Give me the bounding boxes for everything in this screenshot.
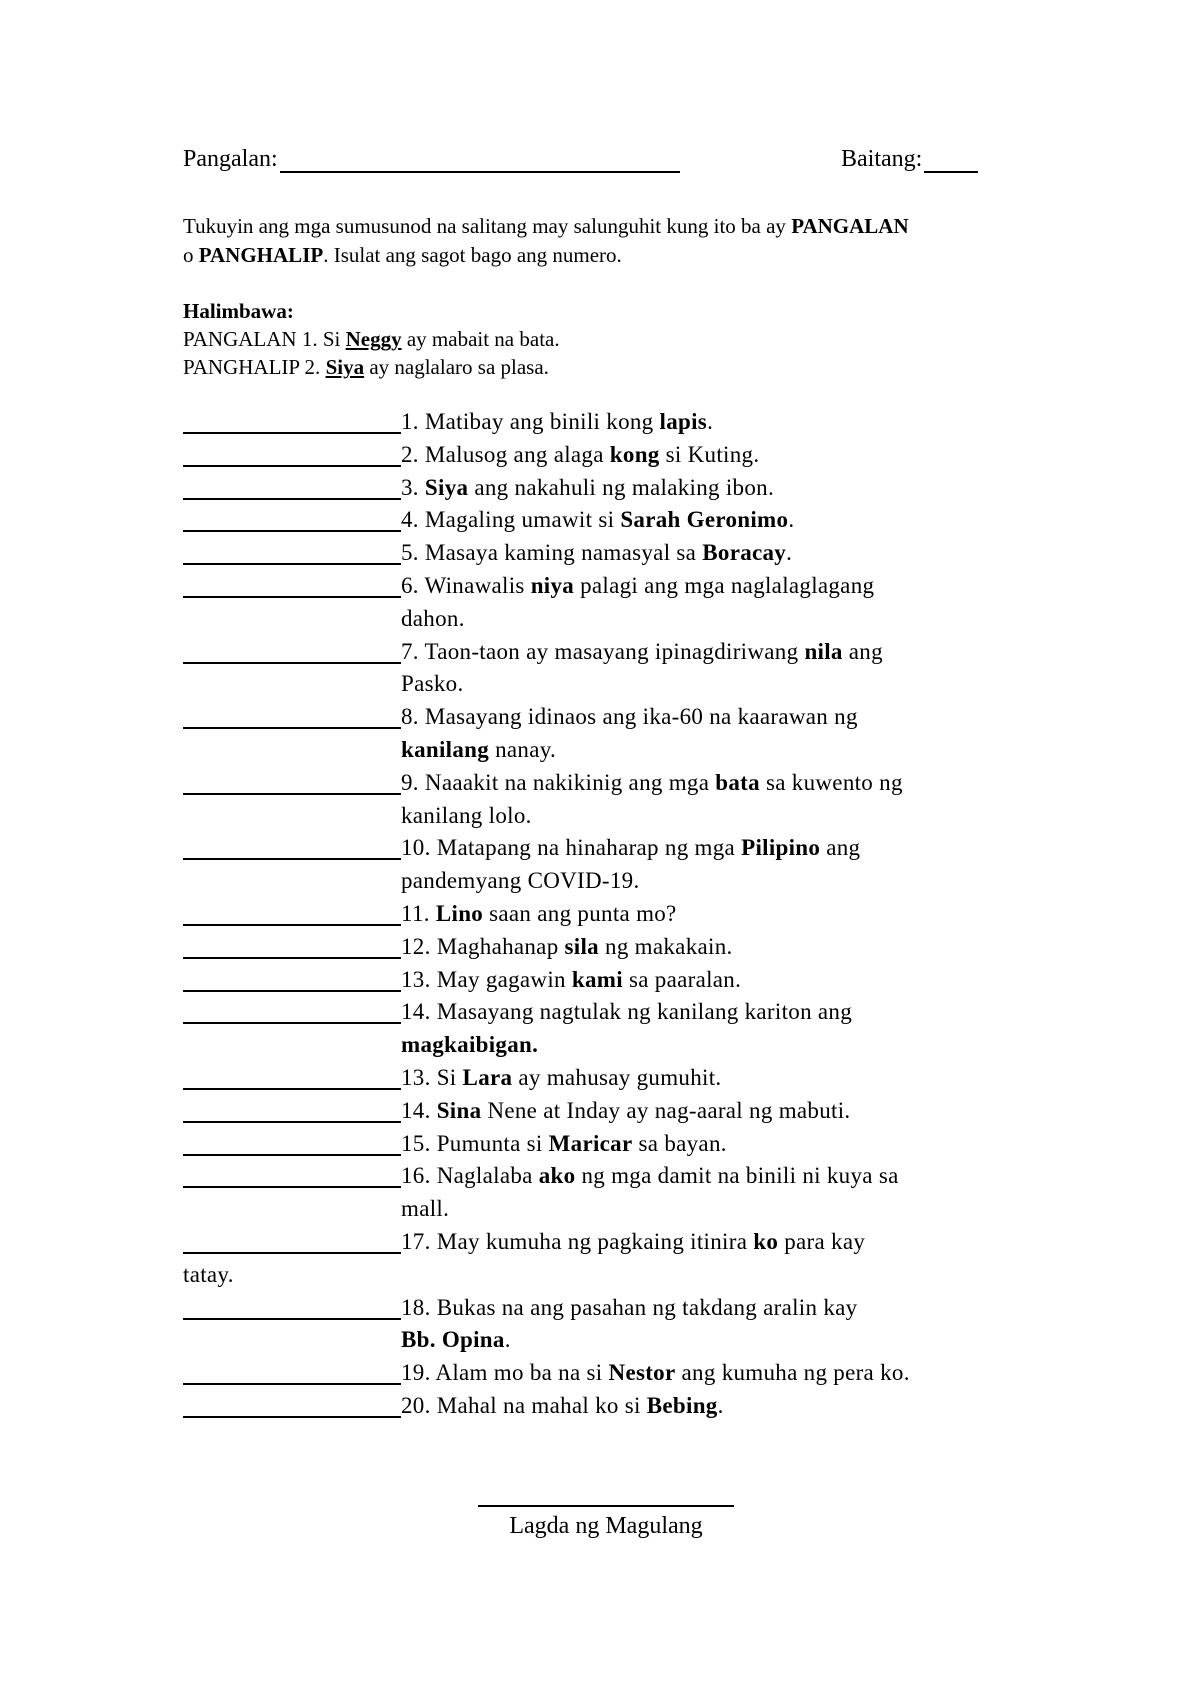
question-text-part: . — [504, 1327, 511, 1353]
instructions-bold-pangalan: PANGALAN — [791, 214, 909, 238]
grade-field — [841, 146, 978, 173]
question-text — [401, 1390, 1033, 1423]
answer-blank[interactable] — [183, 964, 401, 992]
question-number: 16. — [401, 1163, 431, 1189]
question-text-part: si Kuting. — [659, 441, 760, 467]
question-continuation — [183, 1324, 1033, 1357]
question-text-part: tatay. — [183, 1261, 234, 1287]
answer-blank[interactable] — [183, 1160, 401, 1188]
question-text-part: palagi ang mga naglalaglagang — [574, 572, 875, 598]
question-item — [183, 1128, 1033, 1161]
question-text-part: Matibay ang binili kong — [418, 409, 660, 434]
example-block — [183, 297, 1033, 381]
question-text-part: Masayang nagtulak ng kanilang kariton ang — [430, 999, 853, 1025]
question-item — [183, 406, 1033, 439]
question-number: 4. — [401, 507, 419, 533]
answer-blank[interactable] — [183, 1095, 401, 1123]
question-text — [401, 1095, 1033, 1128]
question-text — [401, 439, 1033, 472]
question-continuation — [183, 1259, 1033, 1292]
question-text-part: ay mahusay gumuhit. — [512, 1064, 722, 1090]
example-underlined-word: Neggy — [345, 327, 402, 351]
question-keyword: kong — [609, 441, 660, 467]
question-text-part: mall. — [401, 1196, 450, 1222]
example-heading: Halimbawa: — [183, 299, 294, 323]
answer-blank[interactable] — [183, 636, 401, 664]
question-continuation — [183, 800, 1033, 833]
question-text — [401, 701, 1033, 734]
answer-blank[interactable] — [183, 832, 401, 860]
question-item — [183, 1160, 1033, 1193]
question-text-part: sa bayan. — [632, 1130, 727, 1156]
instructions-text-2: o — [183, 243, 199, 267]
question-text-part: sa paaralan. — [622, 966, 742, 992]
answer-blank[interactable] — [183, 1390, 401, 1418]
answer-blank[interactable] — [183, 1128, 401, 1156]
question-number: 7. — [401, 638, 419, 664]
question-item — [183, 964, 1033, 997]
question-number: 13. — [401, 966, 431, 992]
question-item — [183, 832, 1033, 865]
question-text-part: ang — [842, 638, 883, 664]
question-text-part: May kumuha ng pagkaing itinira — [430, 1228, 754, 1254]
question-item — [183, 1390, 1033, 1423]
question-keyword: ko — [753, 1228, 779, 1254]
question-continuation — [183, 1193, 1033, 1226]
question-number: 20. — [401, 1392, 431, 1418]
question-item — [183, 701, 1033, 734]
question-number: 11. — [401, 900, 430, 926]
question-keyword: Sina — [436, 1097, 482, 1123]
question-keyword: Lara — [462, 1064, 513, 1090]
answer-blank[interactable] — [183, 406, 401, 434]
question-number: 19. — [401, 1360, 431, 1386]
question-number: 2. — [401, 441, 419, 467]
example-text: ay naglalaro sa plasa. — [364, 355, 549, 379]
answer-blank[interactable] — [183, 504, 401, 532]
question-keyword: niya — [530, 572, 575, 598]
header-row — [183, 146, 993, 186]
question-text-part: ang — [820, 835, 861, 861]
question-text — [401, 1292, 1033, 1325]
question-number: 12. — [401, 933, 431, 959]
question-number: 17. — [401, 1228, 431, 1254]
question-number: 1. — [401, 409, 419, 434]
question-keyword: ako — [538, 1163, 576, 1189]
question-item — [183, 898, 1033, 931]
question-text-part: . — [786, 540, 793, 566]
question-text — [401, 1128, 1033, 1161]
question-number: 13. — [401, 1064, 431, 1090]
answer-blank[interactable] — [183, 1062, 401, 1090]
question-list — [183, 406, 1033, 1423]
question-keyword: Nestor — [608, 1360, 676, 1386]
question-item — [183, 504, 1033, 537]
question-text-part: dahon. — [401, 605, 465, 631]
question-item — [183, 767, 1033, 800]
question-continuation — [183, 603, 1033, 636]
question-text — [401, 472, 1033, 505]
instructions-bold-panghalip: PANGHALIP — [198, 243, 324, 267]
question-text-part: Taon-taon ay masayang ipinagdiriwang — [418, 638, 805, 664]
example-text: PANGHALIP 2. — [183, 355, 326, 379]
answer-blank[interactable] — [183, 767, 401, 795]
question-keyword: Sarah Geronimo — [620, 507, 789, 533]
example-line-2 — [183, 353, 1033, 381]
question-keyword: kanilang — [401, 736, 490, 762]
question-text-part: Winawalis — [418, 572, 531, 598]
question-text-part: ang nakahuli ng malaking ibon. — [468, 474, 774, 500]
answer-blank[interactable] — [183, 996, 401, 1024]
question-continuation — [183, 668, 1033, 701]
question-text-part: saan ang punta mo? — [483, 900, 677, 926]
question-number: 14. — [401, 1097, 431, 1123]
question-text — [401, 636, 1033, 669]
question-item — [183, 996, 1033, 1029]
answer-blank[interactable] — [183, 537, 401, 565]
question-text — [401, 898, 1033, 931]
question-text-part: ang kumuha ng pera ko. — [675, 1360, 910, 1386]
question-item — [183, 1292, 1033, 1325]
question-text-part: . — [717, 1392, 724, 1418]
question-keyword: Siya — [424, 474, 469, 500]
question-number: 5. — [401, 540, 419, 566]
question-text-part: Naglalaba — [430, 1163, 539, 1189]
question-item — [183, 1226, 1033, 1259]
question-text — [401, 1062, 1033, 1095]
answer-blank[interactable] — [183, 1357, 401, 1385]
question-text-part: pandemyang COVID-19. — [401, 868, 640, 894]
question-text-part: Malusog ang alaga — [418, 441, 610, 467]
question-keyword: nila — [804, 638, 843, 664]
question-text-part: Si — [430, 1064, 463, 1090]
question-text-part: ng makakain. — [598, 933, 733, 959]
example-text: PANGALAN 1. Si — [183, 327, 346, 351]
instructions-text-3: . Isulat ang sagot bago ang numero. — [323, 243, 622, 267]
question-text-part: Mahal na mahal ko si — [430, 1392, 647, 1418]
question-item — [183, 537, 1033, 570]
question-continuation — [183, 1029, 1033, 1062]
example-underlined-word: Siya — [325, 355, 365, 379]
question-keyword: sila — [564, 933, 599, 959]
signature-label: Lagda ng Magulang — [509, 1513, 703, 1539]
question-continuation — [183, 865, 1033, 898]
answer-blank[interactable] — [183, 1292, 401, 1320]
question-text-part: Matapang na hinaharap ng mga — [430, 835, 742, 861]
grade-label: Baitang: — [841, 146, 923, 172]
question-item — [183, 1062, 1033, 1095]
question-text-part: Masaya kaming namasyal sa — [418, 540, 703, 566]
question-item — [183, 636, 1033, 669]
question-text-part: sa kuwento ng — [759, 769, 903, 795]
question-item — [183, 931, 1033, 964]
question-text-part: Alam mo ba na si — [430, 1360, 609, 1386]
question-text-part: ng mga damit na binili ni kuya sa — [575, 1163, 899, 1189]
question-keyword: bata — [715, 769, 760, 795]
instructions-text-1: Tukuyin ang mga sumusunod na salitang may salunguhit kung ito ba ay — [183, 214, 792, 238]
question-text-part: May gagawin — [430, 966, 572, 992]
question-keyword: kami — [571, 966, 623, 992]
question-text — [401, 406, 1033, 439]
question-text — [401, 504, 1033, 537]
question-text — [401, 1160, 1033, 1193]
question-number: 9. — [401, 769, 419, 795]
question-text-part: Masayang idinaos ang ika-60 na kaarawan ng — [418, 704, 858, 730]
question-text — [401, 767, 1033, 800]
question-item — [183, 1095, 1033, 1128]
question-text-part: Pumunta si — [430, 1130, 549, 1156]
answer-blank[interactable] — [183, 1226, 401, 1254]
grade-input-line[interactable] — [924, 149, 978, 173]
question-keyword: Boracay — [702, 540, 787, 566]
question-keyword: magkaibigan. — [401, 1032, 539, 1058]
question-text — [401, 1226, 1033, 1259]
question-text-part: Bukas na ang pasahan ng takdang aralin kay — [430, 1294, 858, 1320]
question-text-part: Pasko. — [401, 671, 464, 697]
question-text-part: Magaling umawit si — [418, 507, 621, 533]
question-text-part: kanilang lolo. — [401, 802, 532, 828]
instructions — [183, 212, 1033, 270]
question-keyword: Pilipino — [741, 835, 821, 861]
question-keyword: Maricar — [548, 1130, 633, 1156]
answer-blank[interactable] — [183, 439, 401, 467]
question-item — [183, 1357, 1033, 1390]
question-keyword: Lino — [435, 900, 484, 926]
question-text — [401, 832, 1033, 865]
question-text-part: nanay. — [489, 736, 557, 762]
question-number: 14. — [401, 999, 431, 1025]
example-text: ay mabait na bata. — [401, 327, 560, 351]
question-number: 8. — [401, 704, 419, 730]
answer-blank[interactable] — [183, 701, 401, 729]
name-label: Pangalan: — [183, 146, 278, 172]
question-text — [401, 996, 1033, 1029]
question-number: 15. — [401, 1130, 431, 1156]
question-keyword: Bebing — [646, 1392, 718, 1418]
question-text-part: Maghahanap — [430, 933, 565, 959]
answer-blank[interactable] — [183, 931, 401, 959]
question-text — [401, 964, 1033, 997]
question-item — [183, 439, 1033, 472]
question-text-part: . — [707, 409, 714, 434]
signature-line[interactable] — [478, 1505, 734, 1507]
question-text — [401, 931, 1033, 964]
question-text — [401, 537, 1033, 570]
answer-blank[interactable] — [183, 570, 401, 598]
question-number: 18. — [401, 1294, 431, 1320]
question-text — [401, 570, 1033, 603]
question-number: 3. — [401, 474, 419, 500]
question-text-part: Naaakit na nakikinig ang mga — [418, 769, 716, 795]
question-number: 10. — [401, 835, 431, 861]
question-number: 6. — [401, 572, 419, 598]
question-text — [401, 1357, 1033, 1390]
question-continuation — [183, 734, 1033, 767]
name-input-line[interactable] — [280, 149, 680, 173]
question-item — [183, 472, 1033, 505]
signature-block — [478, 1505, 734, 1540]
question-item — [183, 570, 1033, 603]
example-line-1 — [183, 325, 1033, 353]
question-text-part: para kay — [778, 1228, 866, 1254]
answer-blank[interactable] — [183, 898, 401, 926]
question-keyword: Bb. Opina — [401, 1327, 505, 1353]
name-field — [183, 146, 680, 173]
question-text-part: . — [788, 507, 795, 533]
answer-blank[interactable] — [183, 472, 401, 500]
question-keyword: lapis — [659, 409, 708, 434]
question-text-part: Nene at Inday ay nag-aaral ng mabuti. — [481, 1097, 851, 1123]
